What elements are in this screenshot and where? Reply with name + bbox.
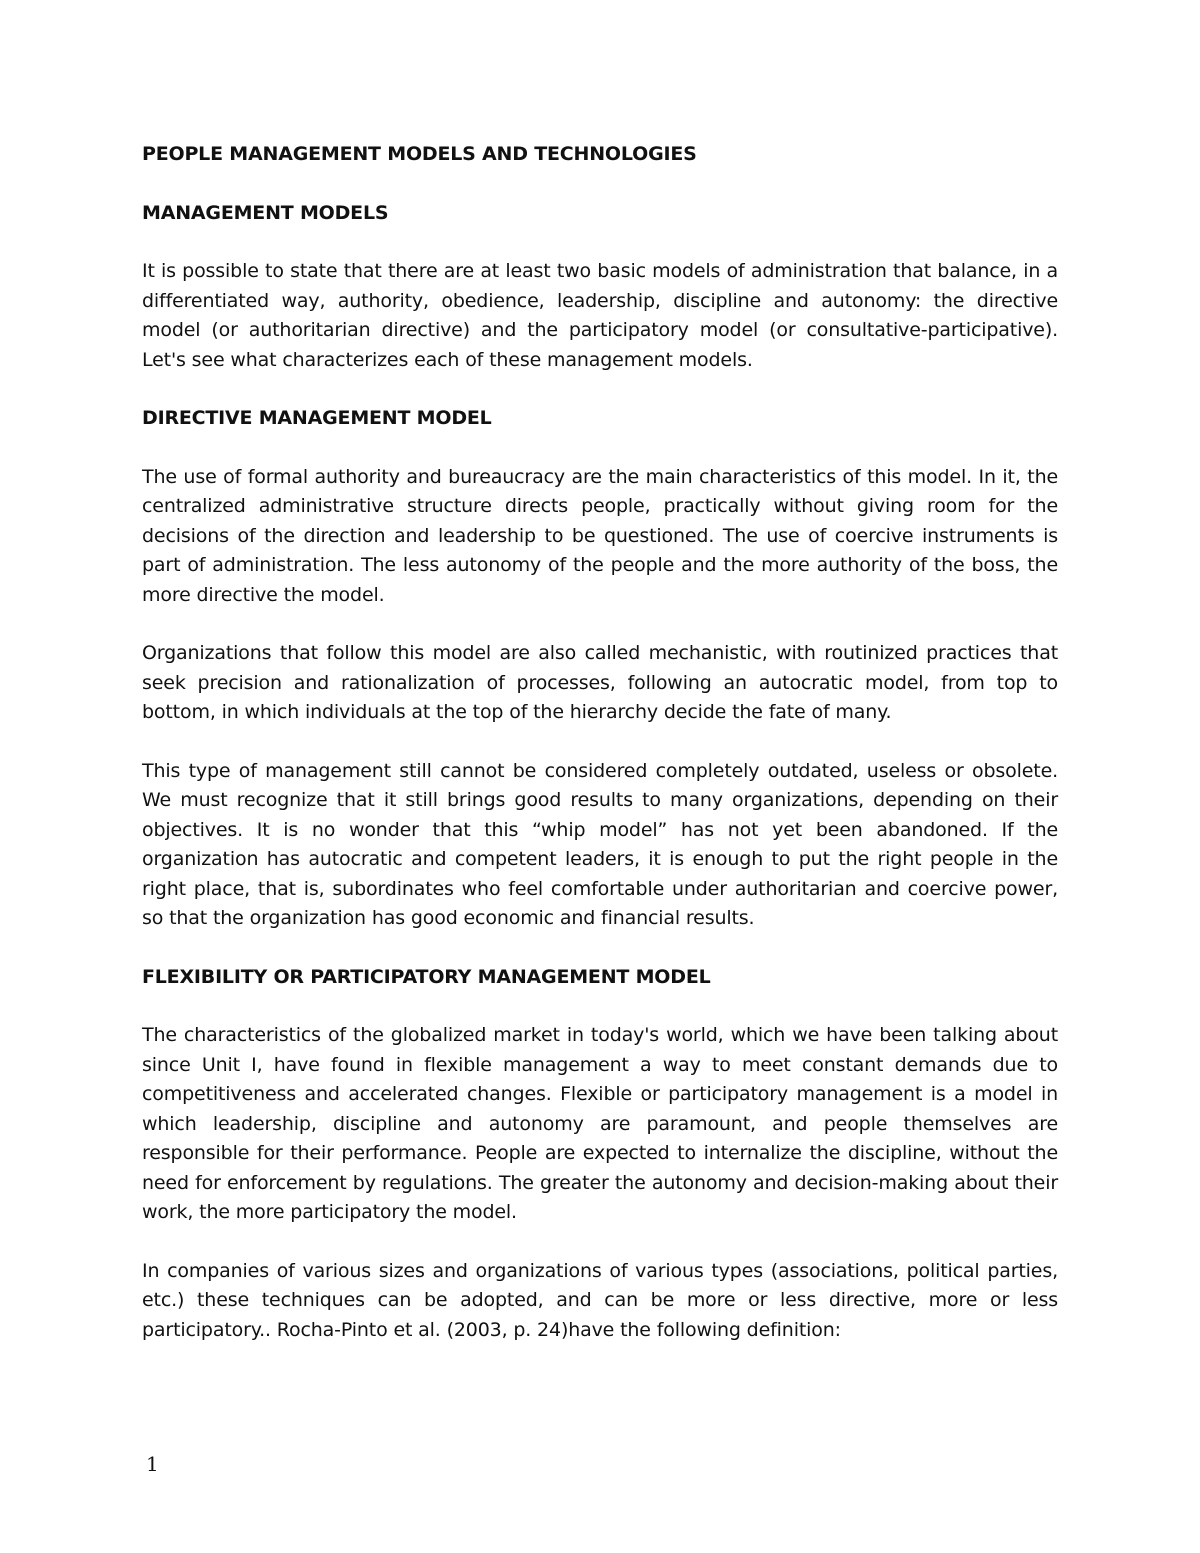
section-heading-directive: DIRECTIVE MANAGEMENT MODEL	[142, 407, 492, 429]
paragraph: Organizations that follow this model are also called mechanistic, with routinized practices that seek precision and rationalization of processes, following an autocratic model, from top to bottom, in which individuals at the top of the hierarchy decide the fate of many.	[142, 642, 1058, 723]
section-heading-management-models: MANAGEMENT MODELS	[142, 201, 389, 224]
paragraph: In companies of various sizes and organizations of various types (associations, political parties, etc.) these techniques can be adopted, and can be more or less directive, more or less participatory.. Rocha-Pinto et al. (2003, p. 24)have the following definition:	[142, 1259, 1058, 1341]
paragraph: It is possible to state that there are at least two basic models of administration that balance, in a differentiated way, authority, obedience, leadership, discipline and autonomy: the directive model (or authoritarian directive) and the participatory model (or consultative-participative). Let's see what characterizes each of these management models.	[142, 260, 1058, 371]
document-body	[142, 140, 1058, 1345]
document-title: PEOPLE MANAGEMENT MODELS AND TECHNOLOGIES	[142, 143, 697, 165]
paragraph: The characteristics of the globalized market in today's world, which we have been talking about since Unit I, have found in flexible management a way to meet constant demands due to competitiveness and accelerated changes. Flexible or participatory management is a model in which leadership, discipline and autonomy are paramount, and people themselves are responsible for their performance. People are expected to internalize the discipline, without the need for enforcement by regulations. The greater the autonomy and decision-making about their work, the more participatory the model.	[142, 1024, 1058, 1223]
paragraph: This type of management still cannot be considered completely outdated, useless or obsolete. We must recognize that it still brings good results to many organizations, depending on their objectives. It is no wonder that this “whip model” has not yet been abandoned. If the organization has autocratic and competent leaders, it is enough to put the right people in the right place, that is, subordinates who feel comfortable under authoritarian and coercive power, so that the organization has good economic and financial results.	[142, 759, 1058, 929]
page-number: 1	[146, 1452, 159, 1476]
section-heading-participatory: FLEXIBILITY OR PARTICIPATORY MANAGEMENT MODEL	[142, 965, 711, 988]
paragraph: The use of formal authority and bureaucracy are the main characteristics of this model. In it, the centralized administrative structure directs people, practically without giving room for the decisions of the direction and leadership to be questioned. The use of coercive instruments is part of administration. The less autonomy of the people and the more authority of the boss, the more directive the model.	[142, 465, 1058, 606]
